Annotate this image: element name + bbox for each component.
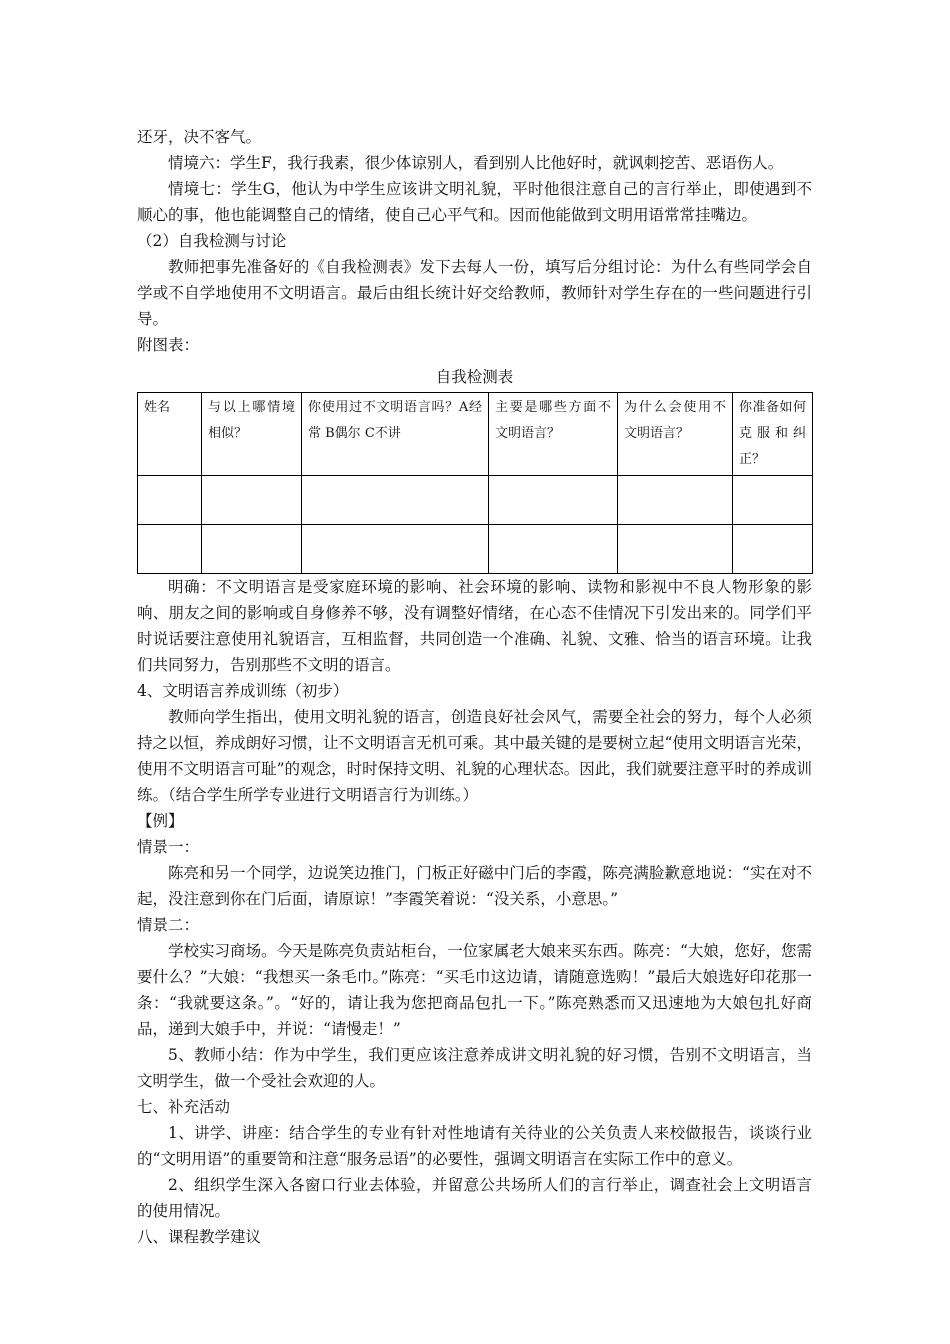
paragraph-lecture: 1、讲学、讲座：结合学生的专业有针对性地请有关待业的公关负责人来校做报告，谈谈行业的“文明用语”的重要笥和注意“服务忌语”的必要性，强调文明语言在实际工作中的意义。 <box>137 1124 812 1168</box>
table-header-cell: 你准备如何克服和纠正？ <box>733 393 813 476</box>
self-check-table <box>137 392 813 574</box>
table-cell-empty <box>618 525 733 574</box>
table-header-row <box>138 393 813 476</box>
scene-one-heading: 情景一： <box>137 838 200 856</box>
paragraph-scene-two: 学校实习商场。今天是陈亮负责站柜台，一位家属老大娘来买东西。陈亮：“大娘，您好，您需要什么？”大娘：“我想买一条毛巾。”陈亮：“买毛巾这边请，请随意选购！”最后大娘选好印花那一条：“我就要这条。”。“好的，请让我为您把商品包扎一下。”陈亮熟悉而又迅速地为大娘包扎好商品，递到大娘手中，并说：“请慢走！” <box>137 942 812 1038</box>
section-heading-supplementary: 七、补充活动 <box>137 1098 231 1116</box>
section-heading-training: 4、文明语言养成训练（初步） <box>137 682 349 700</box>
example-heading: 【例】 <box>137 812 184 830</box>
scene-two-heading: 情景二： <box>137 916 200 934</box>
table-cell-empty <box>302 476 489 525</box>
table-cell-empty <box>138 525 202 574</box>
table-header-cell: 姓名 <box>138 393 202 476</box>
table-header-cell: 与以上哪情境相似？ <box>202 393 302 476</box>
table-cell-empty <box>618 476 733 525</box>
paragraph-field-visit: 2、组织学生深入各窗口行业去体验，并留意公共场所人们的言行举止，调查社会上文明语言的使用情况。 <box>137 1176 812 1220</box>
section-heading-teaching-advice: 八、课程教学建议 <box>137 1228 262 1246</box>
table-row <box>138 476 813 525</box>
table-cell-empty <box>489 476 618 525</box>
table-header-cell: 主要是哪些方面不文明语言？ <box>489 393 618 476</box>
table-cell-empty <box>733 476 813 525</box>
table-header-cell: 你使用过不文明语言吗？A经常 B偶尔 C不讲 <box>302 393 489 476</box>
table-row <box>138 525 813 574</box>
table-cell-empty <box>489 525 618 574</box>
document-body <box>137 124 812 1250</box>
table-cell-empty <box>138 476 202 525</box>
paragraph-training: 教师向学生指出，使用文明礼貌的语言，创造良好社会风气，需要全社会的努力，每个人必须持之以恒，养成朗好习惯，让不文明语言无机可乘。其中最关键的是要树立起“使用文明语言光荣，使用不文明语言可耻”的观念，时时保持文明、礼貌的心理状态。因此，我们就要注意平时的养成训练。（结合学生所学专业进行文明语言行为训练。） <box>137 708 812 804</box>
table-cell-empty <box>733 525 813 574</box>
paragraph-clarification: 明确：不文明语言是受家庭环境的影响、社会环境的影响、读物和影视中不良人物形象的影响、朋友之间的影响或自身修养不够，没有调整好情绪，在心态不佳情况下引发出来的。同学们平时说话要注意使用礼貌语言，互相监督，共同创造一个准确、礼貌、文雅、恰当的语言环境。让我们共同努力，告别那些不文明的语言。 <box>137 578 812 674</box>
table-title: 自我检测表 <box>435 368 514 386</box>
paragraph-attached-table: 附图表： <box>137 336 200 354</box>
paragraph-continuation: 还牙，决不客气。 <box>137 128 262 146</box>
table-cell-empty <box>202 476 302 525</box>
paragraph-self-check: 教师把事先准备好的《自我检测表》发下去每人一份，填写后分组讨论：为什么有些同学会自学或不自学地使用不文明语言。最后由组长统计好交给教师，教师针对学生存在的一些问题进行引导。 <box>137 258 812 328</box>
paragraph-scene-one: 陈亮和另一个同学，边说笑边推门，门板正好磁中门后的李霞，陈亮满脸歉意地说：“实在对不起，没注意到你在门后面，请原谅！”李霞笑着说：“没关系，小意思。” <box>137 864 812 908</box>
table-cell-empty <box>302 525 489 574</box>
table-cell-empty <box>202 525 302 574</box>
paragraph-scenario-seven: 情境七：学生G，他认为中学生应该讲文明礼貌，平时他很注意自己的言行举止，即使遇到不顺心的事，他也能调整自己的情绪，使自己心平气和。因而他能做到文明用语常常挂嘴边。 <box>137 180 812 224</box>
paragraph-teacher-summary: 5、教师小结：作为中学生，我们更应该注意养成讲文明礼貌的好习惯，告别不文明语言，当文明学生，做一个受社会欢迎的人。 <box>137 1046 812 1090</box>
paragraph-scenario-six: 情境六：学生F，我行我素，很少体谅别人，看到别人比他好时，就讽刺挖苦、恶语伤人。 <box>168 154 784 172</box>
section-heading-self-check: （2）自我检测与讨论 <box>137 232 287 250</box>
table-header-cell: 为什么会使用不文明语言？ <box>618 393 733 476</box>
